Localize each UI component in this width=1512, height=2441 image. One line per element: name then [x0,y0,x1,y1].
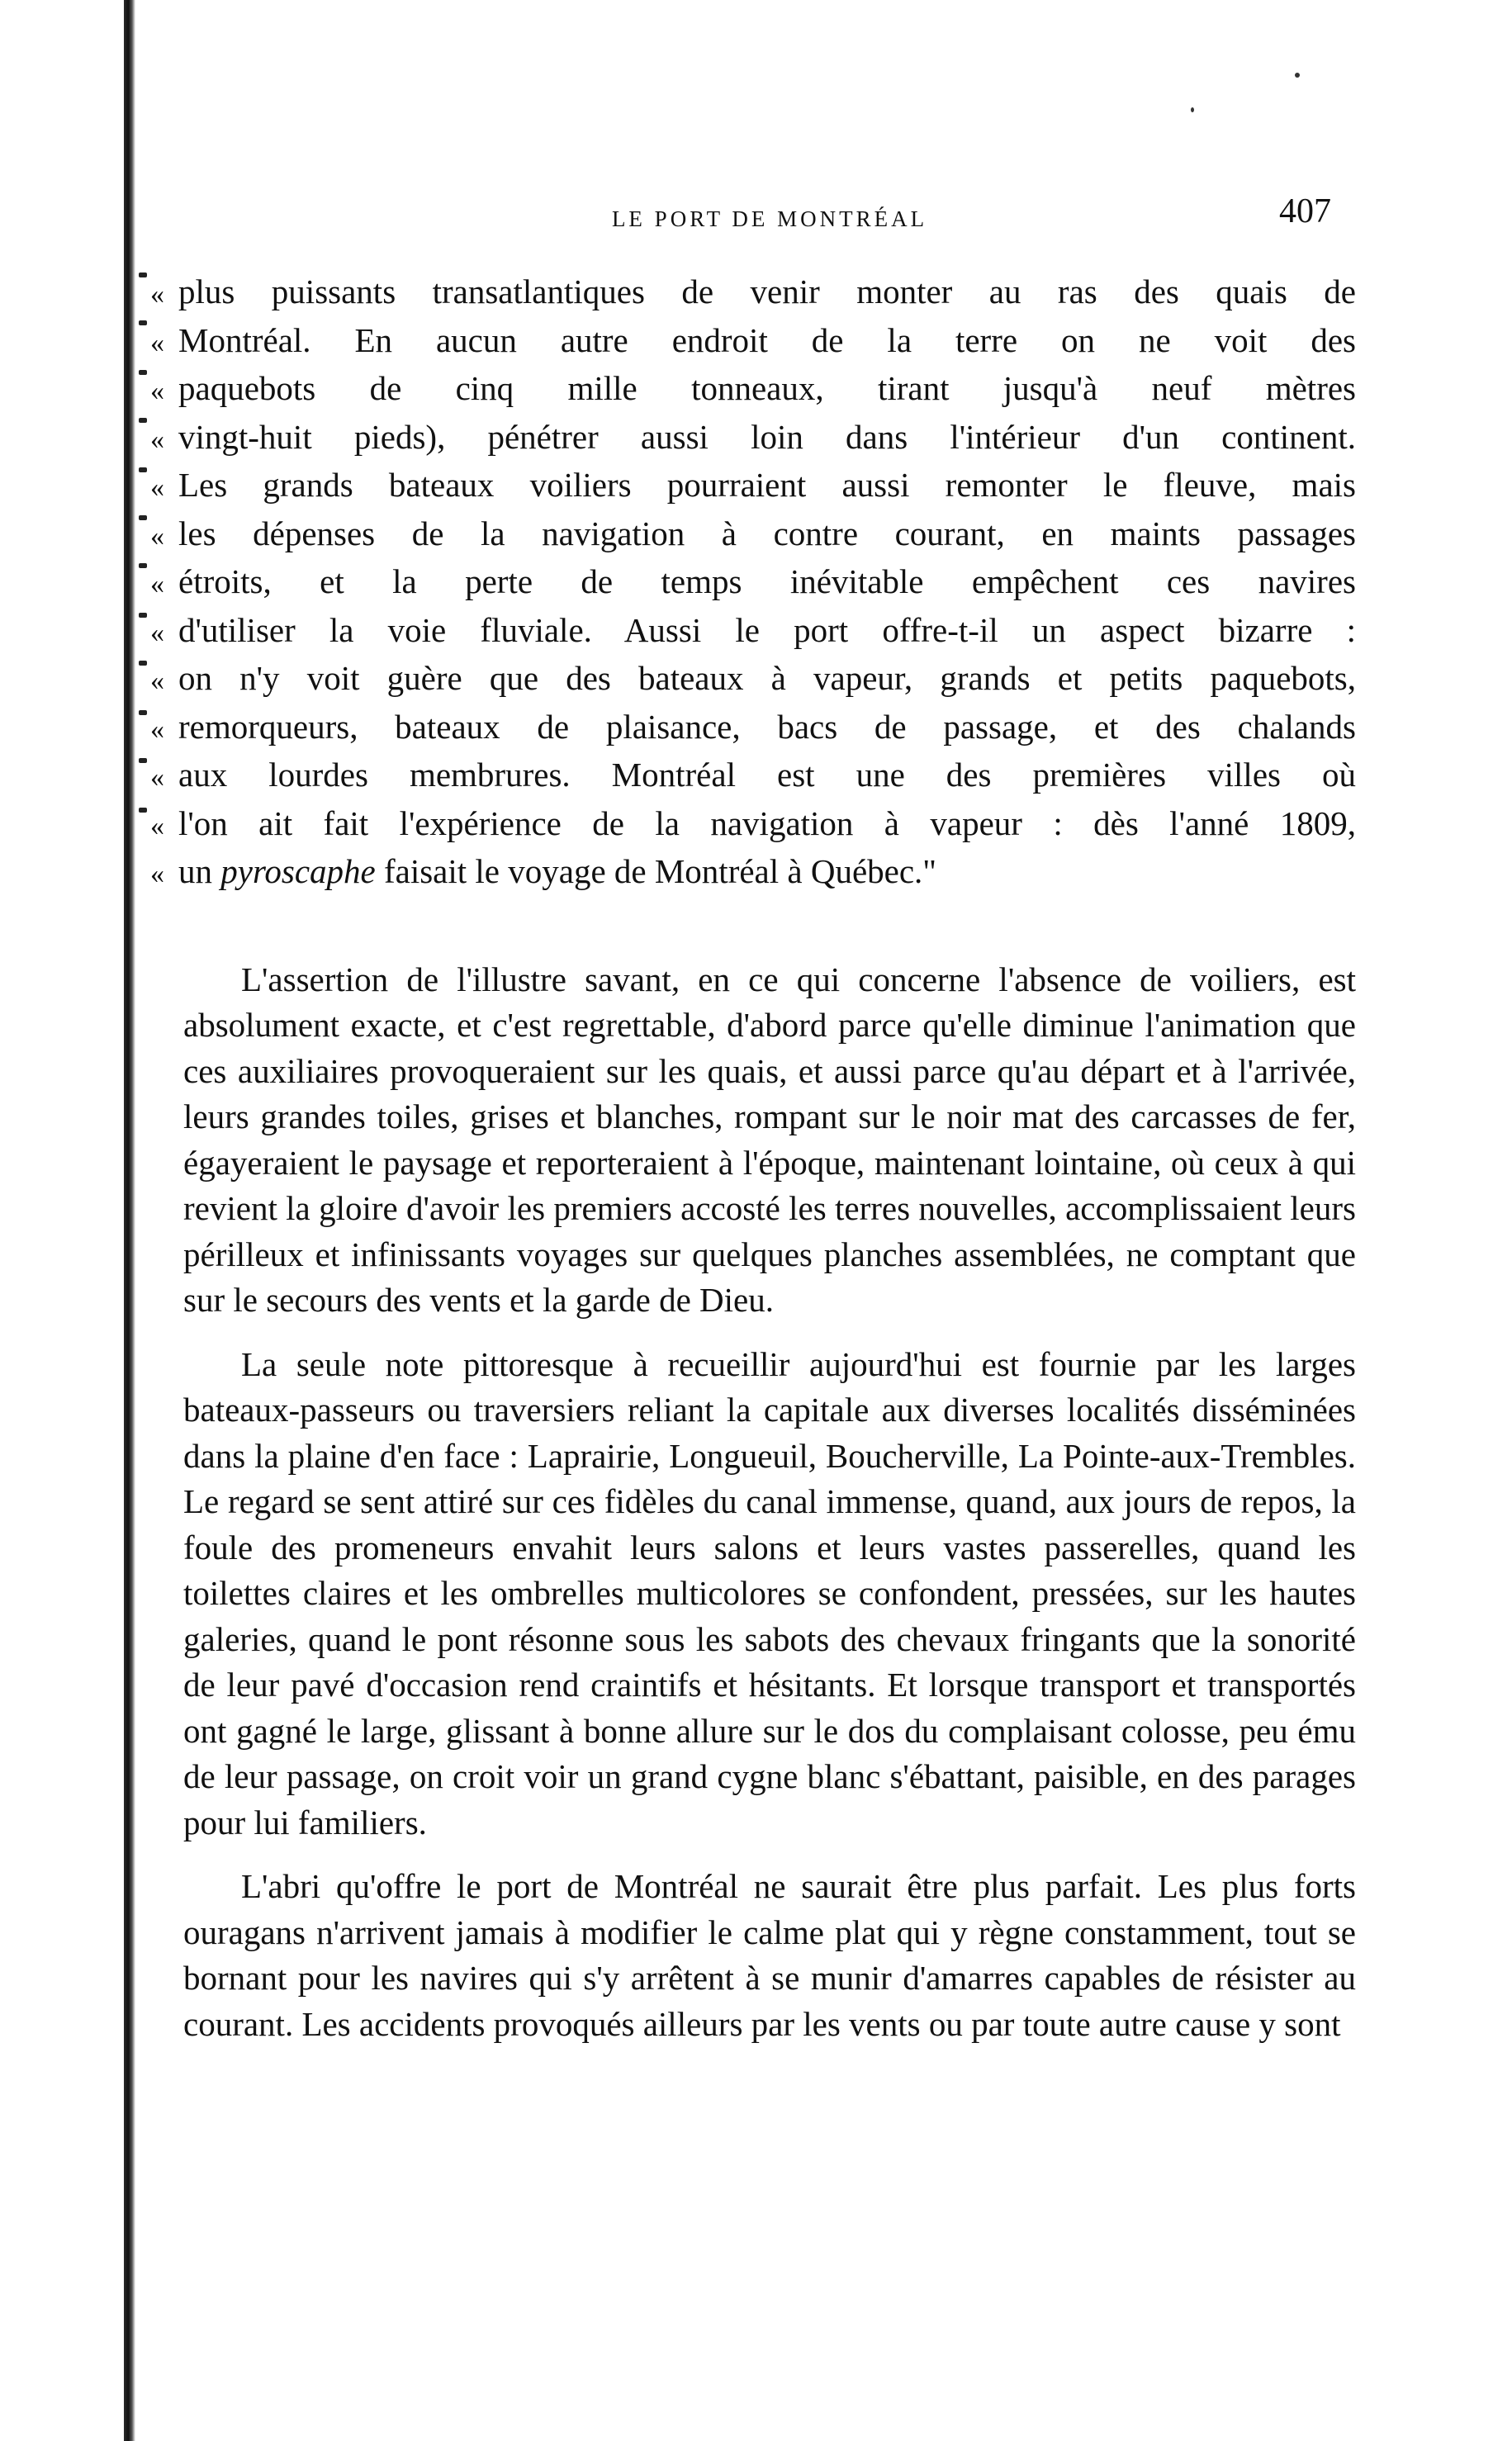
quote-line: « remorqueurs, bateaux de plaisance, bacs de passage, et des chalands [150,707,1356,746]
scan-speck [1295,73,1300,78]
paragraph: L'abri qu'offre le port de Montréal ne saurait être plus parfait. Les plus forts ouragans n'arrivent jamais à modifier le calme plat qui y règne constamment, tout se bornant pour les navires qui s'y arrêtent à se munir d'amarres capables de résister au courant. Les accidents provoqués ailleurs par les vents ou par toute autre cause y sont [183,1867,1356,2043]
scan-speck [1191,107,1194,112]
page-gutter-shadow [124,0,135,2441]
quote-line: « plus puissants transatlantiques de venir monter au ras des quais de [150,273,1356,310]
quotation-block [150,269,1356,898]
paragraph: La seule note pittoresque à recueillir aujourd'hui est fournie par les larges bateaux-passeurs ou traversiers reliant la capitale aux diverses localités disséminées dans la plaine d'en face : Laprairie, Longueuil, Boucherville, La Pointe-aux-Trembles. Le regard se sent attiré sur ces fidèles du canal immense, quand, aux jours de repos, la foule des promeneurs envahit leurs salons et leurs vastes passerelles, quand les toilettes claires et les ombrelles multicolores se confondent, pressées, sur les hautes galeries, quand le pont résonne sous les sabots des chevaux fringants que la sonorité de leur pavé d'occasion rend craintifs et hésitants. Et lorsque transport et transportés ont gagné le large, glissant à bonne allure sur le dos du complaisant colosse, peu ému de leur passage, on croit voir un grand cygne blanc s'ébattant, paisible, en des parages pour lui familiers. [183,1344,1356,1841]
body-text [150,269,1356,2047]
quote-line: « Montréal. En aucun autre endroit de la terre on ne voit des [150,320,1356,359]
quote-line: « les dépenses de la navigation à contre courant, en maints passages [150,514,1356,552]
quote-line: « Les grands bateaux voiliers pourraient aussi remonter le fleuve, mais [150,466,1356,504]
quote-line: « d'utiliser la voie fluviale. Aussi le port offre-t-il un aspect bizarre : [150,610,1356,649]
quote-line-last: « un pyroscaphe faisait le voyage de Montréal à Québec." [150,852,937,890]
quote-line: « on n'y voit guère que des bateaux à vapeur, grands et petits paquebots, [150,659,1356,697]
quote-line: « aux lourdes membrures. Montréal est une des premières villes où [150,756,1356,794]
book-page [150,173,1356,2047]
running-title: LE PORT DE MONTRÉAL [611,206,928,231]
quote-line: « étroits, et la perte de temps inévitable empêchent ces navires [150,562,1356,600]
running-head [183,173,1356,231]
italic-word: pyroscaphe [220,852,376,890]
paragraph: L'assertion de l'illustre savant, en ce qui concerne l'absence de voiliers, est absolument exacte, et c'est regrettable, d'abord parce qu'elle diminue l'animation que ces auxiliaires provoqueraient sur les quais, et aussi parce qu'au départ et à l'arrivée, leurs grandes toiles, grises et blanches, rompant sur le noir mat des carcasses de fer, égayeraient le paysage et reporteraient à l'époque, maintenant lointaine, où ceux à qui revient la gloire d'avoir les premiers accosté les terres nouvelles, accomplissaient leurs périlleux et infinissants voyages sur quelques planches assemblées, ne comptant que sur le secours des vents et la garde de Dieu. [183,960,1356,1319]
quote-line: « paquebots de cinq mille tonneaux, tirant jusqu'à neuf mètres [150,369,1356,407]
page-number: 407 [1279,192,1331,230]
quote-line: « l'on ait fait l'expérience de la navigation à vapeur : dès l'anné 1809, [150,803,1356,842]
quote-line: « vingt-huit pieds), pénétrer aussi loin dans l'intérieur d'un continent. [150,417,1356,456]
margin-quote-marks-decoration [139,273,149,867]
